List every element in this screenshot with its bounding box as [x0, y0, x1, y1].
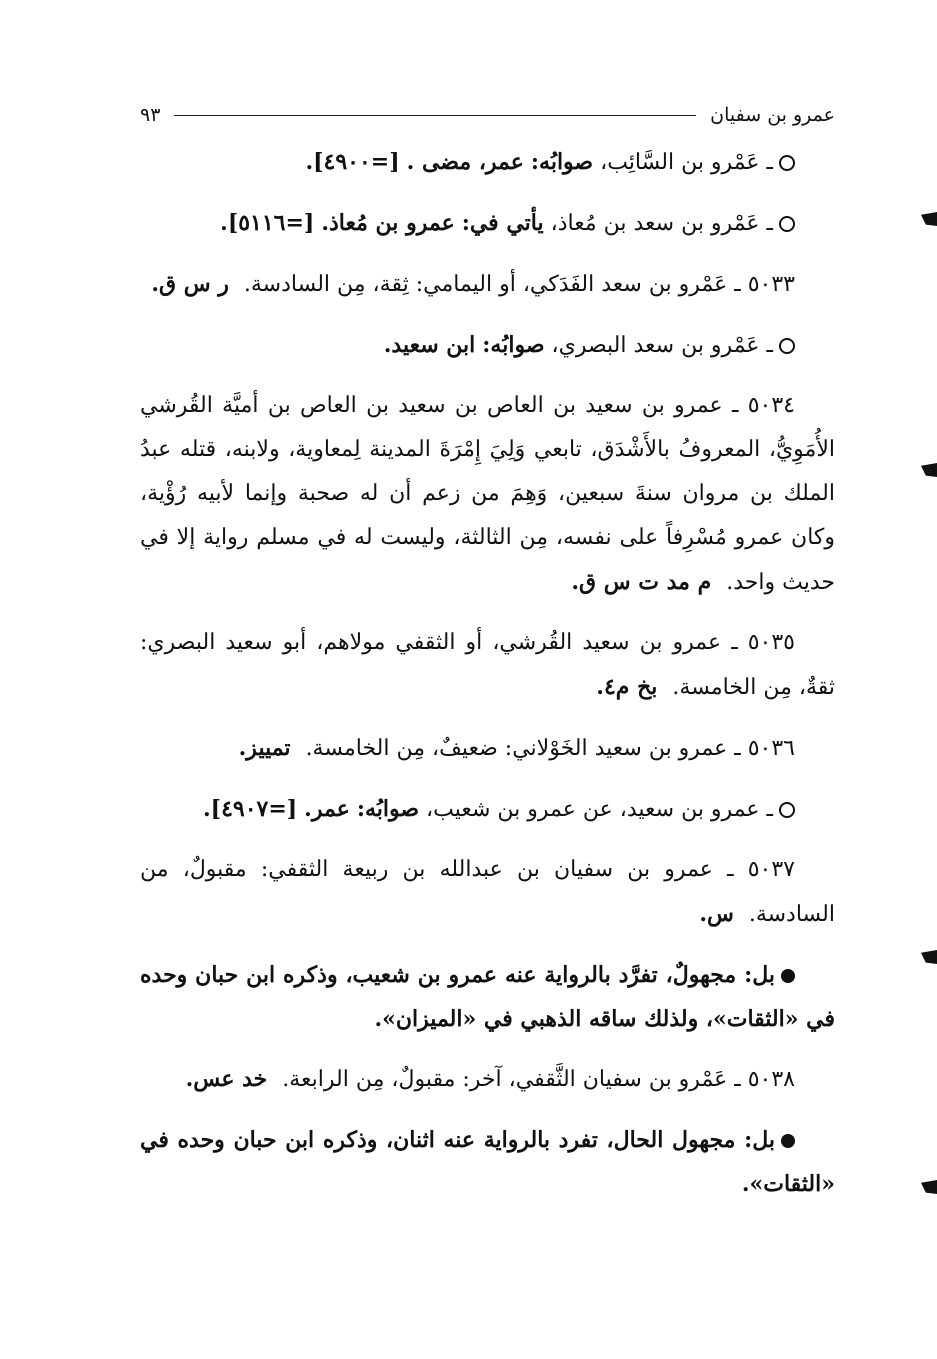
reference-label: يأتي في:	[461, 210, 544, 236]
reference-number: [=٥١١٦].	[220, 210, 315, 236]
entry-number: ٥٠٣٤	[747, 393, 795, 418]
entry-name: عَمْرو بن السَّائِب،	[600, 150, 760, 175]
open-circle-icon	[779, 338, 795, 354]
cross-reference: ـ عَمْرو بن السَّائِب، صوابُه: عمر، مضى . [=٤٩٠٠].	[140, 140, 835, 185]
cross-reference: ـ عمرو بن سعيد، عن عمرو بن شعيب، صوابُه: عمر. [=٤٩٠٧].	[140, 787, 835, 832]
editor-note	[140, 1118, 835, 1206]
cross-reference: ـ عَمْرو بن سعد البصري، صوابُه: ابن سعيد.	[140, 323, 835, 368]
open-circle-icon	[779, 216, 795, 232]
entry-number: ٥٠٣٣	[747, 272, 795, 297]
header-rule	[174, 115, 696, 116]
note-text: بل: مجهول الحال، تفرد بالرواية عنه اثنان، وذكره ابن حبان وحده في «الثقات».	[140, 1127, 835, 1197]
narrator-entry: ٥٠٣٣ ـ عَمْرو بن سعد الفَدَكي، أو اليمامي: ثِقة، مِن السادسة. ر س ق.	[151, 271, 795, 297]
entry-name: عَمْرو بن سعد البصري،	[551, 333, 760, 358]
entry-text: عمرو بن سعيد الخَوْلاني: ضعيفٌ، مِن الخامسة.	[305, 736, 728, 761]
narrator-entry: ٥٠٣٤ ـ عمرو بن سعيد بن العاص بن سعيد بن العاص بن أميَّة القُرشي الأُمَوِيُّ، المعروفُ بالأَشْدَق، تابعي وَلِيَ إِمْرَةَ المدينة لِمعاوية، ولابنه، قتله عبدُ الملك بن مروان سنةَ سبعين، وَهِمَ من زعم أن له صحبة وإنما لأبيه رُؤْية، وكان عمرو مُسْرِفاً على نفسه، مِن الثالثة، وليست له في مسلم رواية إلا في حديث واحد. م مد ت س ق.	[140, 393, 835, 595]
edge-mark-4	[921, 1180, 937, 1194]
reference-target: ابن سعيد.	[383, 332, 476, 358]
header-title: عمرو بن سفيان	[710, 104, 835, 126]
editor-note	[140, 953, 835, 1041]
entry-number: ٥٠٣٧	[747, 857, 795, 882]
source-codes: ر س ق.	[151, 271, 229, 297]
entry-text: عمرو بن سعيد بن العاص بن سعيد بن العاص بن أميَّة القُرشي الأُمَوِيُّ، المعروفُ بالأَشْدَق، تابعي وَلِيَ إِمْرَةَ المدينة لِمعاوية، ولابنه، قتله عبدُ الملك بن مروان سنةَ سبعين، وَهِمَ من زعم أن له صحبة وإنما لأبيه رُؤْية، وكان عمرو مُسْرِفاً على نفسه، مِن الثالثة، وليست له في مسلم رواية إلا في حديث واحد.	[140, 393, 835, 595]
reference-label: صوابُه:	[530, 149, 594, 175]
entry-name: عمرو بن سعيد، عن عمرو بن شعيب،	[426, 797, 760, 822]
entry-text: عَمْرو بن سعد الفَدَكي، أو اليمامي: ثِقة، مِن السادسة.	[243, 272, 728, 297]
filled-circle-icon	[781, 1134, 795, 1148]
entry-number: ٥٠٣٥	[747, 630, 795, 655]
reference-number: [=٤٩٠٧].	[202, 796, 298, 822]
entry-number: ٥٠٣٨	[747, 1067, 795, 1092]
cross-reference: ـ عَمْرو بن سعد بن مُعاذ، يأتي في: عمرو بن مُعاذ. [=٥١١٦].	[140, 201, 835, 246]
entry-text: عمرو بن سعيد القُرشي، أو الثقفي مولاهم، أبو سعيد البصري: ثقةٌ، مِن الخامسة.	[140, 630, 835, 700]
narrator-entry: ٥٠٣٦ ـ عمرو بن سعيد الخَوْلاني: ضعيفٌ، مِن الخامسة. تمييز.	[238, 735, 795, 761]
reference-label: صوابُه:	[482, 332, 545, 358]
open-circle-icon	[779, 155, 795, 171]
source-codes: س.	[699, 901, 734, 927]
open-circle-icon	[779, 802, 795, 818]
source-codes: بخ م٤.	[596, 674, 658, 700]
page-number: ٩٣	[140, 104, 161, 126]
entry-number: ٥٠٣٦	[747, 736, 795, 761]
source-codes: تمييز.	[238, 735, 291, 761]
entry-text: عَمْرو بن سفيان الثَّقفي، آخر: مقبولٌ، مِن الرابعة.	[282, 1067, 728, 1092]
reference-label: صوابُه:	[356, 796, 420, 822]
running-header	[140, 98, 835, 132]
narrator-entry: ٥٠٣٨ ـ عَمْرو بن سفيان الثَّقفي، آخر: مقبولٌ، مِن الرابعة. خد عس.	[185, 1066, 795, 1092]
reference-target: عمرو بن مُعاذ.	[321, 210, 455, 236]
edge-mark-1	[921, 212, 937, 226]
source-codes: خد عس.	[185, 1066, 268, 1092]
edge-mark-2	[921, 463, 937, 477]
reference-target: عمر.	[304, 796, 350, 822]
note-text: بل: مجهولٌ، تفرَّد بالرواية عنه عمرو بن شعيب، وذكره ابن حبان وحده في «الثقات»، ولذلك ساقه الذهبي في «الميزان».	[140, 962, 835, 1032]
edge-mark-3	[921, 950, 937, 964]
entry-text: عمرو بن سفيان بن عبدالله بن ربيعة الثقفي: مقبولٌ، من السادسة.	[140, 857, 835, 927]
narrator-entry: ٥٠٣٧ ـ عمرو بن سفيان بن عبدالله بن ربيعة الثقفي: مقبولٌ، من السادسة. س.	[140, 857, 835, 927]
page-body	[140, 140, 835, 1222]
entry-name: عَمْرو بن سعد بن مُعاذ،	[550, 211, 760, 236]
reference-number: [=٤٩٠٠].	[305, 149, 400, 175]
narrator-entry: ٥٠٣٥ ـ عمرو بن سعيد القُرشي، أو الثقفي مولاهم، أبو سعيد البصري: ثقةٌ، مِن الخامسة. بخ م٤.	[140, 630, 835, 700]
filled-circle-icon	[781, 969, 795, 983]
reference-target: عمر، مضى .	[406, 149, 524, 175]
source-codes: م مد ت س ق.	[571, 569, 712, 595]
